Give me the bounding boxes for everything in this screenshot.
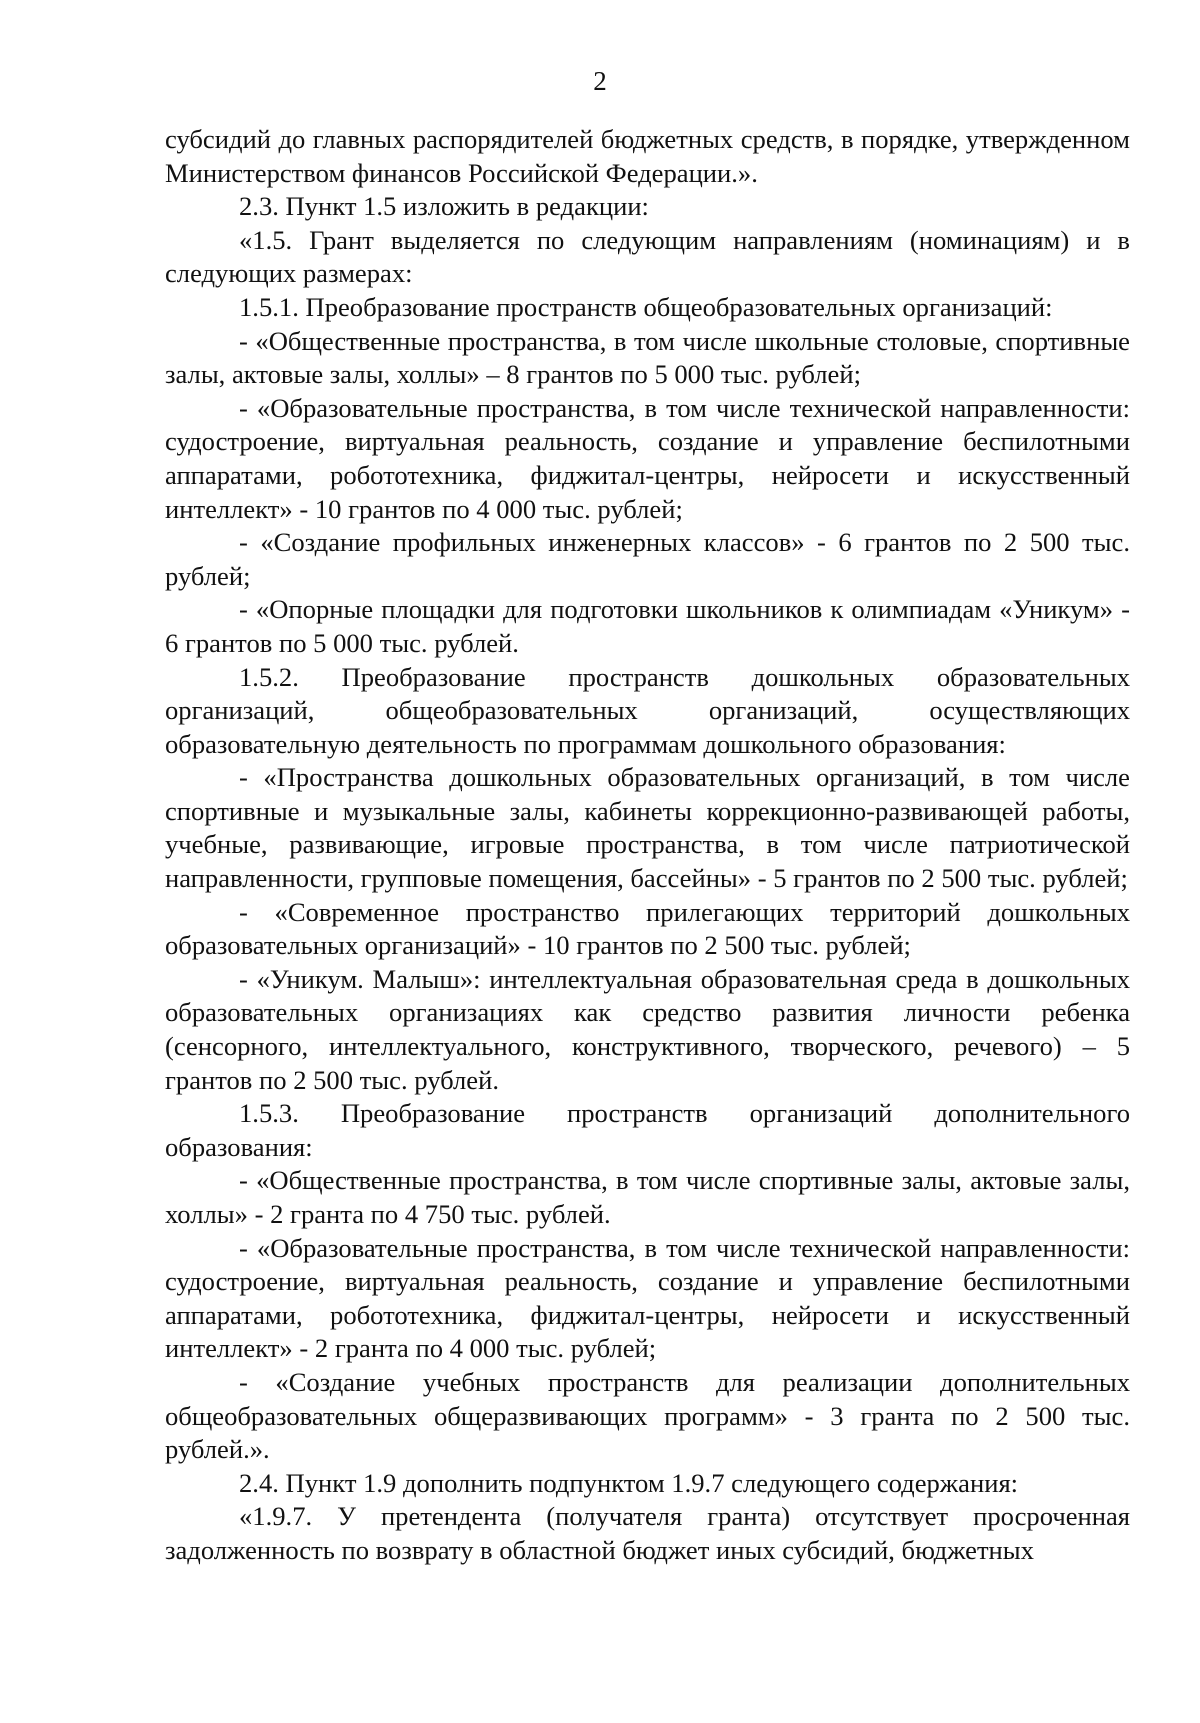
paragraph-item-2-4: 2.4. Пункт 1.9 дополнить подпунктом 1.9.7 следующего содержания: [239,1467,1019,1498]
list-item-additional-public-spaces: - «Общественные пространства, в том числе спортивные залы, актовые залы, холлы» - 2 гранта по 4 750 тыс. рублей. [165,1165,1130,1229]
paragraph-item-1-9-7: «1.9.7. У претендента (получателя гранта) отсутствует просроченная задолженность по возврату в областной бюджет иных субсидий, бюджетных [165,1501,1130,1565]
list-item-adjacent-territories: - «Современное пространство прилегающих территорий дошкольных образовательных организаций» - 10 грантов по 2 500 тыс. рублей; [165,896,1130,961]
paragraph-item-1-5-3: 1.5.3. Преобразование пространств организаций дополнительного образования: [165,1098,1130,1162]
list-item-educational-spaces: - «Образовательные пространства, в том числе технической направленности: судостроение, виртуальная реальность, создание и управление беспилотными аппаратами, робототехника, фиджитал-центры, нейросети и искусственный интеллект» - 10 грантов по 4 000 тыс. рублей; [165,392,1130,524]
paragraph-item-2-3: 2.3. Пункт 1.5 изложить в редакции: [239,191,649,222]
list-item-additional-programs: - «Создание учебных пространств для реализации дополнительных общеобразовательных общеразвивающих программ» - 3 гранта по 2 500 тыс. рублей.». [165,1366,1130,1465]
document-body [165,123,1130,1568]
list-item-preschool-spaces: - «Пространства дошкольных образовательных организаций, в том числе спортивные и музыкальные залы, кабинеты коррекционно-развивающей работы, учебные, развивающие, игровые пространства, в том числе патриотической направленности, групповые помещения, бассейны» - 5 грантов по 2 500 тыс. рублей; [165,762,1130,894]
paragraph-item-1-5-1: 1.5.1. Преобразование пространств общеобразовательных организаций: [239,291,1053,322]
page-number: 2 [593,66,607,96]
paragraph-continuation: субсидий до главных распорядителей бюджетных средств, в порядке, утвержденном Министерством финансов Российской Федерации.». [165,124,1130,188]
list-item-additional-educational-spaces: - «Образовательные пространства, в том числе технической направленности: судостроение, виртуальная реальность, создание и управление беспилотными аппаратами, робототехника, фиджитал-центры, нейросети и искусственный интеллект» - 2 гранта по 4 000 тыс. рублей; [165,1232,1130,1364]
list-item-unikum-malysh: - «Уникум. Малыш»: интеллектуальная образовательная среда в дошкольных образовательных организациях как средство развития личности ребенка (сенсорного, интеллектуального, конструктивного, творческого, речевого) – 5 грантов по 2 500 тыс. рублей. [165,963,1130,1095]
list-item-olympiad-platforms: - «Опорные площадки для подготовки школьников к олимпиадам «Уникум» - 6 грантов по 5 000 тыс. рублей. [165,594,1130,658]
list-item-public-spaces: - «Общественные пространства, в том числе школьные столовые, спортивные залы, актовые залы, холлы» – 8 грантов по 5 000 тыс. рублей; [165,325,1130,390]
paragraph-item-1-5: «1.5. Грант выделяется по следующим направлениям (номинациям) и в следующих размерах: [165,224,1130,289]
list-item-engineering-classes: - «Создание профильных инженерных классов» - 6 грантов по 2 500 тыс. рублей; [165,527,1130,591]
paragraph-item-1-5-2: 1.5.2. Преобразование пространств дошкольных образовательных организаций, общеобразовательных организаций, осуществляющих образовательную деятельность по программам дошкольного образования: [165,661,1130,759]
